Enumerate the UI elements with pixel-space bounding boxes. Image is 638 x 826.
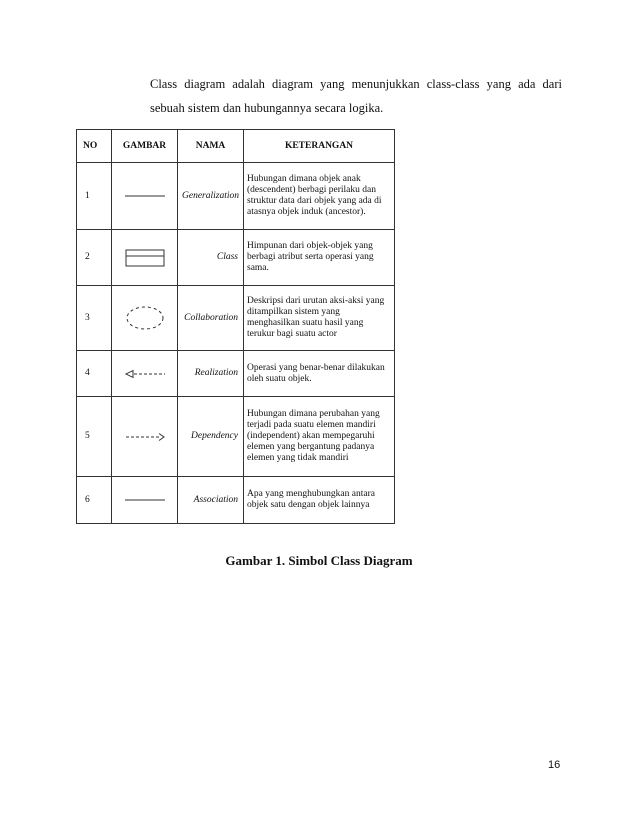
row-name: Generalization <box>178 163 244 230</box>
description-line: Apa yang menghubungkan antara <box>247 489 375 499</box>
intro-line-2: sebuah sistem dan hubungannya secara logika. <box>150 101 384 115</box>
row-description <box>244 477 395 524</box>
description-line: terukur bagi suatu actor <box>247 329 337 339</box>
description-line: (independent) akan mempegaruhi <box>247 431 375 441</box>
figure-caption: Gambar 1. Simbol Class Diagram <box>225 553 413 568</box>
row-description <box>244 397 395 477</box>
table-header-row <box>77 130 395 163</box>
description-line: Himpunan dari objek-objek yang <box>247 241 373 251</box>
description-line: Hubungan dimana perubahan yang <box>247 409 380 419</box>
row-number: 6 <box>77 477 112 524</box>
row-description <box>244 351 395 397</box>
description-line: struktur data dari objek yang ada di <box>247 196 382 206</box>
row-name: Realization <box>178 351 244 397</box>
association-line-icon <box>112 477 178 524</box>
header-nama: NAMA <box>178 130 244 163</box>
table-row <box>77 477 395 524</box>
row-number: 3 <box>77 286 112 351</box>
description-line: ditampilkan sistem yang <box>247 307 340 317</box>
table-row <box>77 163 395 230</box>
generalization-line-icon <box>112 163 178 230</box>
description-line: menghasilkan suatu hasil yang <box>247 318 364 328</box>
header-keterangan: KETERANGAN <box>244 130 395 163</box>
row-name: Association <box>178 477 244 524</box>
row-number: 1 <box>77 163 112 230</box>
row-number: 5 <box>77 397 112 477</box>
description-line: sama. <box>247 263 269 273</box>
row-description <box>244 286 395 351</box>
description-line: oleh suatu objek. <box>247 373 312 384</box>
description-line: atasnya objek induk (ancestor). <box>247 207 366 217</box>
table-row <box>77 397 395 477</box>
row-name: Dependency <box>178 397 244 477</box>
intro-line-1: Class diagram adalah diagram yang menunjukkan class-class yang ada dari <box>150 77 562 91</box>
row-description <box>244 163 395 230</box>
description-line: (descendent) berbagi perilaku dan <box>247 185 376 195</box>
table-row <box>77 286 395 351</box>
row-name: Collaboration <box>178 286 244 351</box>
description-line: Deskripsi dari urutan aksi-aksi yang <box>247 296 385 306</box>
collaboration-dashed-ellipse-icon <box>112 286 178 351</box>
description-line: elemen yang tidak mandiri <box>247 453 349 463</box>
realization-dashed-triangle-arrow-icon <box>112 351 178 397</box>
intro-paragraph <box>150 72 562 120</box>
row-description <box>244 230 395 286</box>
description-line: terjadi pada suatu elemen mandiri <box>247 420 376 430</box>
header-no: NO <box>77 130 112 163</box>
table-row <box>77 351 395 397</box>
description-line: Hubungan dimana objek anak <box>247 174 361 184</box>
dependency-dashed-arrow-icon <box>112 397 178 477</box>
table-row <box>77 230 395 286</box>
class-diagram-symbol-table <box>76 129 395 524</box>
class-box-icon <box>112 230 178 286</box>
description-line: berbagi atribut serta operasi yang <box>247 252 374 262</box>
description-line: elemen yang bergantung padanya <box>247 442 375 452</box>
row-number: 2 <box>77 230 112 286</box>
description-line: objek satu dengan objek lainnya <box>247 500 370 510</box>
header-gambar: GAMBAR <box>112 130 178 163</box>
row-number: 4 <box>77 351 112 397</box>
description-line: Operasi yang benar-benar dilakukan <box>247 362 385 373</box>
row-name: Class <box>178 230 244 286</box>
page-number: 16 <box>548 759 561 771</box>
